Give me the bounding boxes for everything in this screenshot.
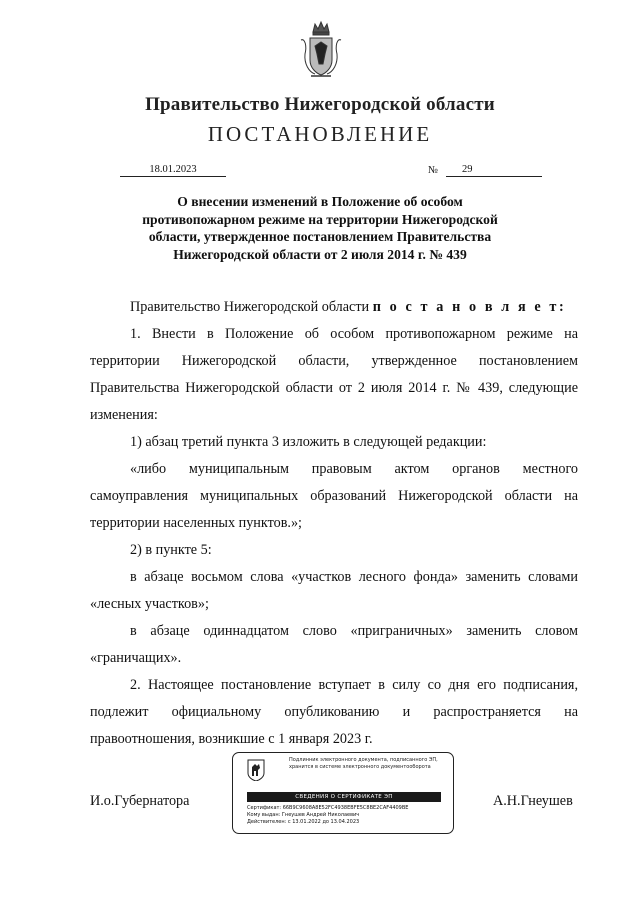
intro-paragraph (90, 294, 578, 321)
paragraph-amend-8: в абзаце восьмом слова «участков лесного фонда» заменить словами «лесных участков»; (90, 569, 578, 612)
paragraph-1-2: 2) в пункте 5: (130, 542, 212, 558)
stamp-certificate: Сертификат: 66B9C9608A8E52FC4938EBFE5C8BE2CAF4409BE (247, 805, 409, 811)
government-title: Правительство Нижегородской области (145, 94, 495, 115)
stamp-validity: Действителен: с 13.01.2022 до 13.04.2023 (247, 819, 360, 825)
paragraph-amend-11: в абзаце одиннадцатом слово «приграничных» заменить словом «граничащих». (90, 623, 578, 666)
document-number: 29 (446, 163, 542, 177)
document-type: ПОСТАНОВЛЕНИЕ (207, 122, 433, 146)
electronic-signature-stamp (232, 752, 454, 834)
stamp-notice: Подлинник электронного документа, подписанного ЭП, хранится в системе электронного документооборота (289, 757, 438, 770)
signatory-name: А.Н.Гнеушев (493, 793, 573, 809)
stamp-owner: Кому выдан: Гнеушев Андрей Николаевич (247, 812, 360, 818)
paragraph-2: 2. Настоящее постановление вступает в силу со дня его подписания, подлежит официальному опубликованию и распространяется на правоотношения, возникшие с 1 января 2023 г. (90, 677, 578, 747)
document-subject: О внесении изменений в Положение об особом противопожарном режиме на территории Нижегородской области, утвержденное постановлением Правительства Нижегородской области от 2 июля 2014 г. № 439 (142, 194, 498, 262)
intro-prefix: Правительство Нижегородской области (130, 299, 373, 315)
paragraph-1-1: 1) абзац третий пункта 3 изложить в следующей редакции: (130, 434, 487, 450)
stamp-details (247, 805, 447, 826)
stamp-title-bar: СВЕДЕНИЯ О СЕРТИФИКАТЕ ЭП (247, 792, 441, 802)
document-date: 18.01.2023 (120, 163, 226, 177)
document-body (90, 294, 578, 753)
paragraph-quote: «либо муниципальным правовым актом органов местного самоуправления муниципальных образований Нижегородской области на территории населенных пунктов.»; (90, 461, 578, 531)
coat-of-arms-icon (299, 20, 343, 80)
signatory-position: И.о.Губернатора (90, 793, 190, 809)
deer-emblem-icon (247, 759, 265, 781)
intro-resolves: п о с т а н о в л я е т: (372, 299, 567, 315)
number-sign: № (428, 165, 439, 176)
paragraph-1: 1. Внести в Положение об особом противопожарном режиме на территории Нижегородской области, утвержденное постановлением Правительства Нижегородской области от 2 июля 2014 г. № 439, следующие изменения: (90, 326, 578, 423)
